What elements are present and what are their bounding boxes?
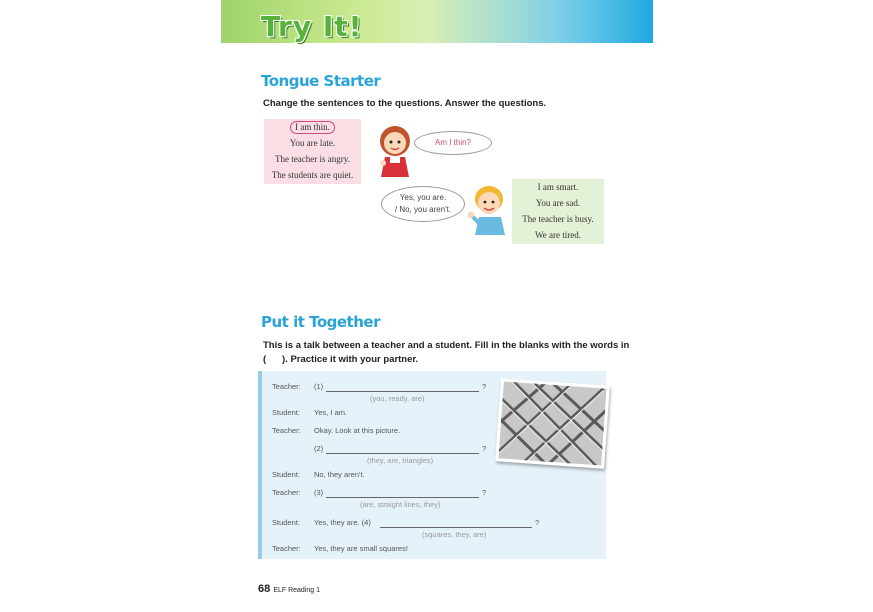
blank-number: (3) bbox=[314, 488, 324, 497]
answer-no: / No, you aren't. bbox=[394, 205, 452, 214]
word-hint: (are, straight lines, they) bbox=[360, 500, 441, 509]
put-it-together-instruction-2: ( ). Practice it with your partner. bbox=[263, 354, 419, 365]
book-title: ELF Reading 1 bbox=[273, 587, 321, 594]
tongue-starter-title: Tongue Starter bbox=[261, 72, 381, 90]
answer-blank-3[interactable] bbox=[326, 496, 479, 498]
blank-number: (2) bbox=[314, 444, 324, 453]
dialogue-text: Yes, I am. bbox=[314, 408, 348, 417]
question-mark: ? bbox=[482, 444, 487, 453]
circled-sentence: I am thin. bbox=[290, 121, 335, 134]
blank-number: (1) bbox=[314, 382, 324, 391]
green-sentence: You are sad. bbox=[535, 198, 581, 208]
grid-photo bbox=[495, 378, 610, 468]
speaker-label: Teacher: bbox=[272, 488, 301, 497]
dialogue-text: No, they aren't. bbox=[314, 470, 365, 479]
pink-sentence-card bbox=[264, 119, 361, 184]
question-mark: ? bbox=[535, 518, 540, 527]
textbook-page bbox=[221, 0, 653, 612]
speaker-label: Teacher: bbox=[272, 426, 301, 435]
banner-title: Try It! bbox=[261, 10, 363, 43]
put-it-together-instruction-1: This is a talk between a teacher and a student. Fill in the blanks with the words in bbox=[263, 340, 630, 351]
green-sentence-card bbox=[512, 179, 604, 244]
page-number: 68 bbox=[258, 583, 271, 595]
answer-yes: Yes, you are. bbox=[399, 193, 447, 202]
answer-blank-1[interactable] bbox=[326, 390, 479, 392]
speaker-label: Student: bbox=[272, 518, 300, 527]
speaker-label: Student: bbox=[272, 470, 300, 479]
green-sentence: We are tired. bbox=[535, 230, 581, 240]
word-hint: (squares, they, are) bbox=[422, 530, 487, 539]
dialogue-text: Yes, they are small squares! bbox=[314, 544, 408, 553]
tongue-starter-instruction: Change the sentences to the questions. Answer the questions. bbox=[263, 98, 547, 109]
speaker-label: Teacher: bbox=[272, 544, 301, 553]
speaker-label: Student: bbox=[272, 408, 300, 417]
speaker-label: Teacher: bbox=[272, 382, 301, 391]
answer-blank-2[interactable] bbox=[326, 452, 479, 454]
green-sentence: The teacher is busy. bbox=[522, 214, 594, 224]
dialogue-text: Yes, they are. (4) bbox=[314, 518, 371, 527]
question-bubble: Am I thin? bbox=[414, 131, 492, 155]
word-hint: (you, ready, are) bbox=[370, 394, 425, 403]
dialogue-text: Okay. Look at this picture. bbox=[314, 426, 401, 435]
question-mark: ? bbox=[482, 488, 487, 497]
pink-sentence: The teacher is angry. bbox=[275, 154, 350, 164]
green-sentence: I am smart. bbox=[537, 182, 579, 192]
answer-bubble bbox=[381, 186, 465, 222]
answer-blank-4[interactable] bbox=[380, 526, 532, 528]
grid-photo-image bbox=[498, 382, 606, 466]
put-it-together-title: Put it Together bbox=[261, 313, 380, 331]
question-mark: ? bbox=[482, 382, 487, 391]
pink-sentence: The students are quiet. bbox=[271, 170, 354, 180]
girl-illustration bbox=[373, 123, 417, 177]
page-footer bbox=[258, 583, 320, 595]
word-hint: (they, are, triangles) bbox=[367, 456, 434, 465]
pink-sentence: You are late. bbox=[289, 138, 336, 148]
banner bbox=[221, 0, 653, 43]
boy-illustration bbox=[465, 183, 509, 235]
